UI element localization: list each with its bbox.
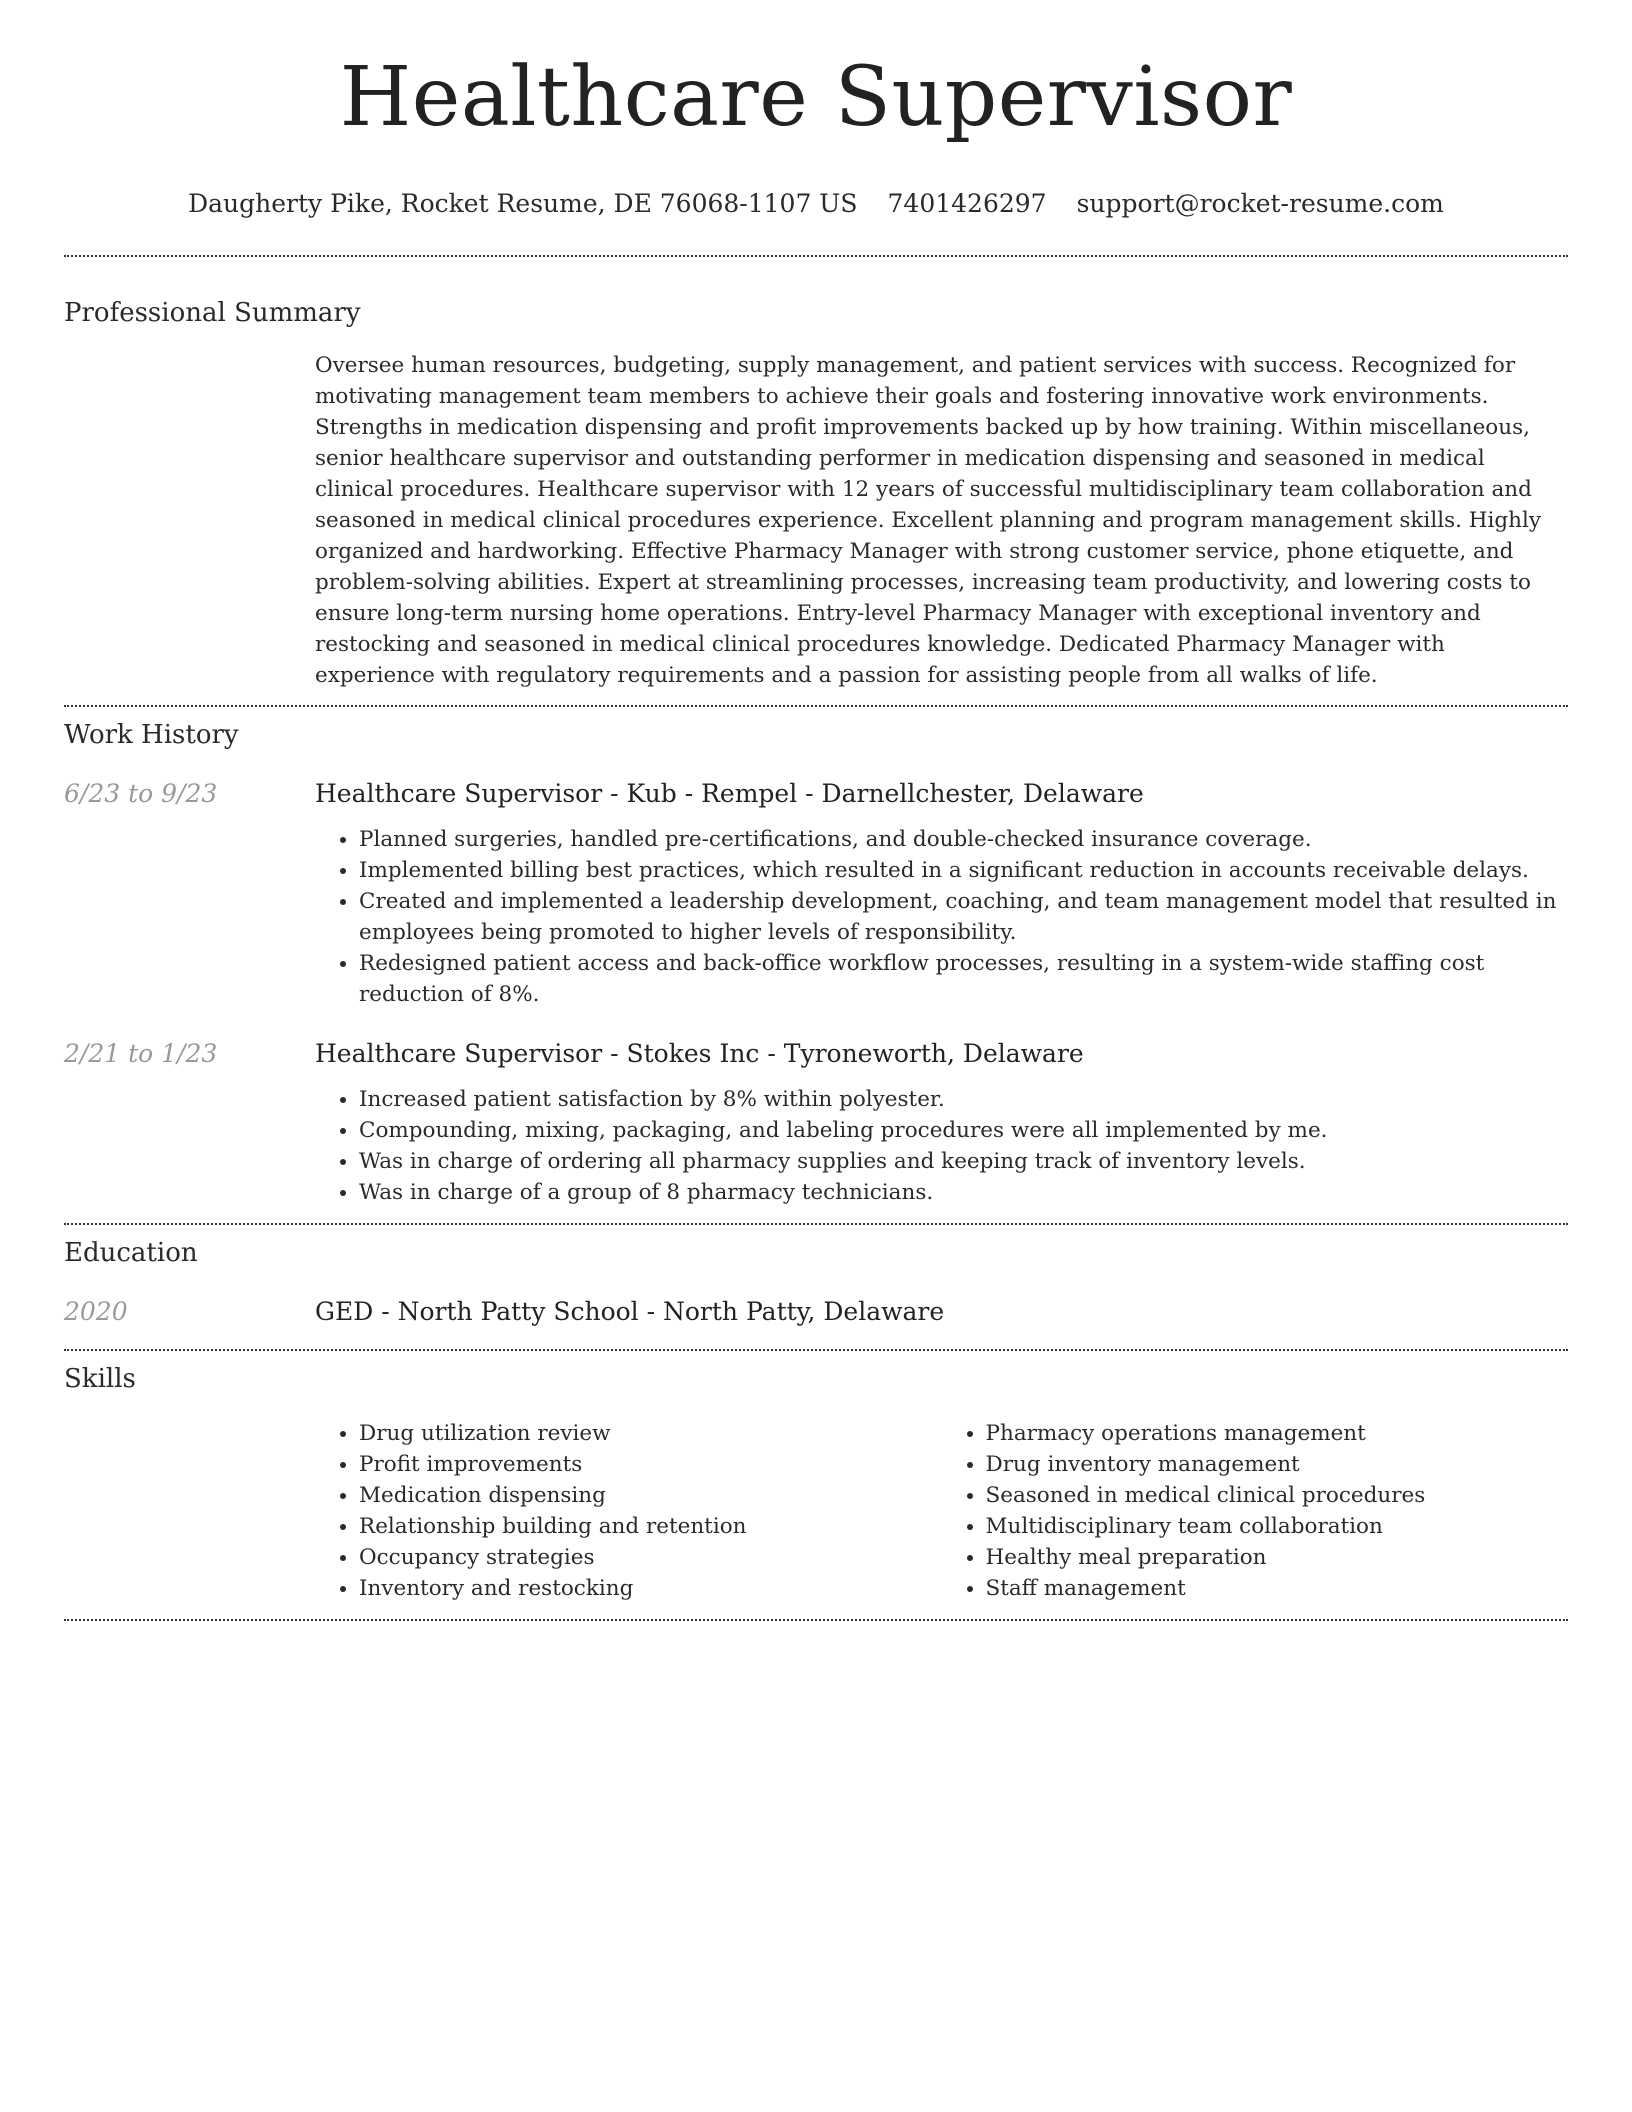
job-bullet: • Implemented billing best practices, which resulted in a significant reduction in accounts receivable delays. <box>359 855 1568 886</box>
divider <box>64 1223 1568 1225</box>
job-bullet: • Compounding, mixing, packaging, and labeling procedures were all implemented by me. <box>359 1115 1568 1146</box>
job-title: Healthcare Supervisor - Kub - Rempel - Darnellchester, Delaware <box>315 779 1144 808</box>
contact-address: Daugherty Pike, Rocket Resume, DE 76068-1107 US <box>188 189 858 218</box>
divider <box>64 1349 1568 1351</box>
education-year: 2020 <box>64 1297 128 1326</box>
skill-item: • Drug utilization review <box>359 1418 942 1449</box>
skill-item: • Multidisciplinary team collaboration <box>986 1511 1569 1542</box>
skill-item: • Pharmacy operations management <box>986 1418 1569 1449</box>
job-bullets <box>315 1084 1568 1208</box>
skills-row <box>64 1418 1568 1604</box>
contact-phone: 7401426297 <box>887 189 1047 218</box>
skill-item: • Relationship building and retention <box>359 1511 942 1542</box>
resume-name: Healthcare Supervisor <box>339 50 1293 145</box>
job-entry <box>64 777 1568 1010</box>
contact-email: support@rocket-resume.com <box>1076 189 1444 218</box>
job-bullet: • Created and implemented a leadership development, coaching, and team management model that resulted in employees being promoted to higher levels of responsibility. <box>359 886 1568 948</box>
job-title: Healthcare Supervisor - Stokes Inc - Tyroneworth, Delaware <box>315 1039 1084 1068</box>
job-entry <box>64 1037 1568 1208</box>
skill-item: • Healthy meal preparation <box>986 1542 1569 1573</box>
education-heading: Education <box>64 1238 198 1268</box>
job-dates: 6/23 to 9/23 <box>64 779 218 808</box>
contact-line <box>64 186 1568 222</box>
summary-heading: Professional Summary <box>64 298 361 328</box>
skills-list-left <box>315 1418 942 1604</box>
education-entry <box>64 1295 1568 1329</box>
skill-item: • Staff management <box>986 1573 1569 1604</box>
job-bullet: • Was in charge of a group of 8 pharmacy technicians. <box>359 1177 1568 1208</box>
skill-item: • Seasoned in medical clinical procedures <box>986 1480 1569 1511</box>
divider <box>64 705 1568 707</box>
job-dates: 2/21 to 1/23 <box>64 1039 218 1068</box>
skill-item: • Profit improvements <box>359 1449 942 1480</box>
summary-text: Oversee human resources, budgeting, supply management, and patient services with success. Recognized for motivating management team members to achieve their goals and fostering innovative work environments. Strengths in medication dispensing and profit improvements backed up by how training. Within miscellaneous, senior healthcare supervisor and outstanding performer in medication dispensing and seasoned in medical clinical procedures. Healthcare supervisor with 12 years of successful multidisciplinary team collaboration and seasoned in medical clinical procedures experience. Excellent planning and program management skills. Highly organized and hardworking. Effective Pharmacy Manager with strong customer service, phone etiquette, and problem-solving abilities. Expert at streamlining processes, increasing team productivity, and lowering costs to ensure long-term nursing home operations. Entry-level Pharmacy Manager with exceptional inventory and restocking and seasoned in medical clinical procedures knowledge. Dedicated Pharmacy Manager with experience with regulatory requirements and a passion for assisting people from all walks of life. <box>315 353 1542 688</box>
skill-item: • Drug inventory management <box>986 1449 1569 1480</box>
skills-heading: Skills <box>64 1364 136 1394</box>
job-bullet: • Increased patient satisfaction by 8% within polyester. <box>359 1084 1568 1115</box>
resume-page <box>64 0 1568 1621</box>
job-bullet: • Was in charge of ordering all pharmacy supplies and keeping track of inventory levels. <box>359 1146 1568 1177</box>
job-bullet: • Planned surgeries, handled pre-certifications, and double-checked insurance coverage. <box>359 824 1568 855</box>
education-title: GED - North Patty School - North Patty, Delaware <box>315 1297 945 1326</box>
skill-item: • Medication dispensing <box>359 1480 942 1511</box>
work-history-heading: Work History <box>64 720 239 750</box>
divider <box>64 255 1568 257</box>
divider <box>64 1619 1568 1621</box>
job-bullets <box>315 824 1568 1010</box>
summary-row <box>64 350 1568 691</box>
skill-item: • Inventory and restocking <box>359 1573 942 1604</box>
skill-item: • Occupancy strategies <box>359 1542 942 1573</box>
skills-list-right <box>942 1418 1569 1604</box>
job-bullet: • Redesigned patient access and back-office workflow processes, resulting in a system-wide staffing cost reduction of 8%. <box>359 948 1568 1010</box>
